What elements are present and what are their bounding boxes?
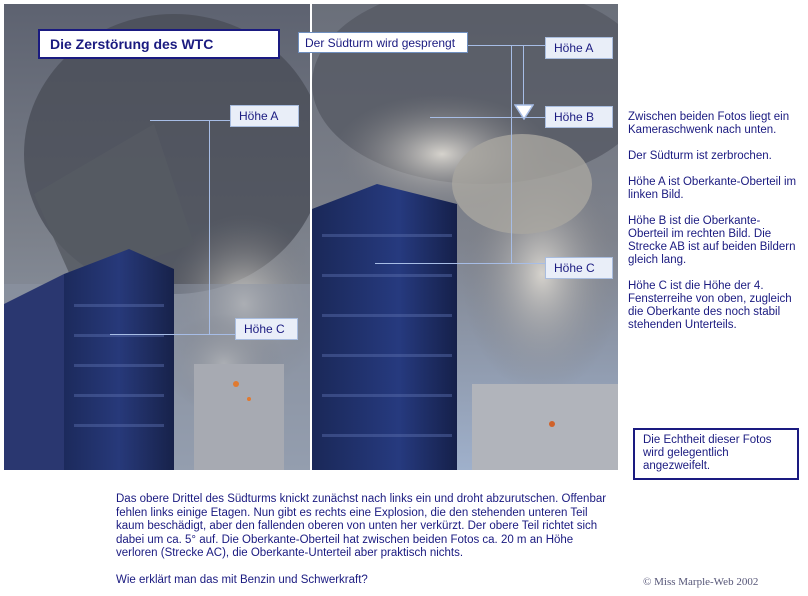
guide-line-right-c: [375, 263, 545, 264]
arrow-shaft: [523, 45, 524, 105]
left-photo-image: [4, 4, 310, 470]
label-left-height-c: Höhe C: [235, 318, 298, 340]
guide-line-left-vertical: [209, 120, 210, 334]
right-photo-image: [312, 4, 618, 470]
guide-line-right-vertical: [511, 45, 512, 263]
right-photo: [312, 4, 618, 470]
label-right-height-b: Höhe B: [545, 106, 613, 128]
photo-caption: Der Südturm wird gesprengt: [298, 32, 468, 53]
guide-line-right-a: [468, 45, 545, 46]
guide-line-left-a: [150, 120, 230, 121]
side-notes: [628, 111, 798, 345]
side-note-4: Höhe B ist die Oberkante-Oberteil im rechten Bild. Die Strecke AB ist auf beiden Bildern gleich lang.: [628, 215, 796, 266]
label-right-height-c: Höhe C: [545, 257, 613, 279]
bottom-paragraph: Das obere Drittel des Südturms knickt zunächst nach links ein und droht abzurutschen. Offenbar fehlen links einige Etagen. Nun gibt es rechts eine Explosion, die den stehenden unteren Teil kaum beschädigt, aber den fallenden oberen von unten her verkürzt. Der obere Teil richtet sich dabei um ca. 5° auf. Die Oberkante-Oberteil hat zwischen beiden Fotos ca. 20 m an Höhe verloren (Strecke AC), die Oberkante-Unterteil aber praktisch nichts.: [116, 493, 607, 559]
page-title: Die Zerstörung des WTC: [38, 29, 280, 59]
side-note-3: Höhe A ist Oberkante-Oberteil im linken Bild.: [628, 176, 797, 201]
side-note-2: Der Südturm ist zerbrochen.: [628, 150, 772, 162]
copyright: © Miss Marple-Web 2002: [643, 576, 759, 588]
guide-line-left-c: [110, 334, 235, 335]
label-left-height-a: Höhe A: [230, 105, 299, 127]
arrow-down-icon: [514, 104, 534, 120]
bottom-text: [116, 493, 616, 588]
authenticity-notice: Die Echtheit dieser Fotos wird gelegentlich angezweifelt.: [633, 428, 799, 480]
side-note-5: Höhe C ist die Höhe der 4. Fensterreihe von oben, zugleich die Oberkante des noch stabil stehenden Unterteils.: [628, 280, 792, 331]
label-right-height-a: Höhe A: [545, 37, 613, 59]
side-note-1: Zwischen beiden Fotos liegt ein Kameraschwenk nach unten.: [628, 111, 790, 136]
bottom-question: Wie erklärt man das mit Benzin und Schwerkraft?: [116, 574, 368, 586]
left-photo: [4, 4, 310, 470]
